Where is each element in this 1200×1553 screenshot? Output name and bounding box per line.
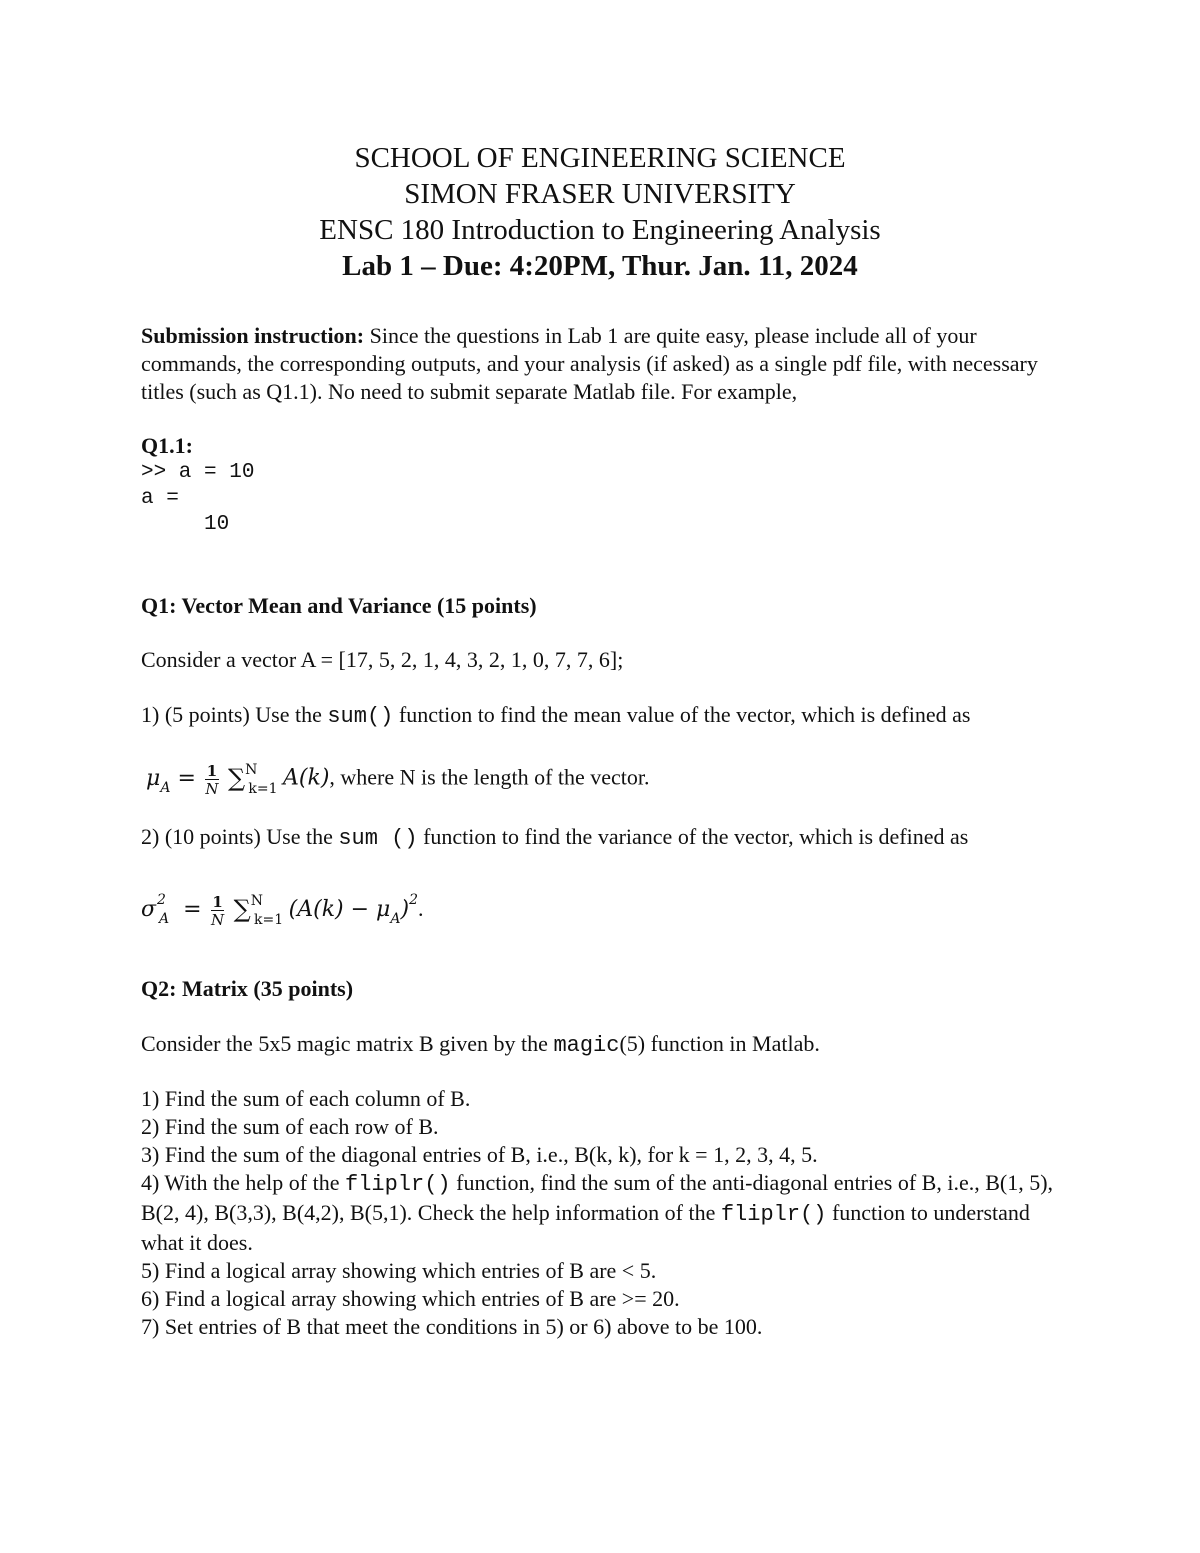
fliplr-function: fliplr() [345, 1172, 451, 1197]
submission-text: Since the questions in Lab 1 are quite easy, please include all of your commands, the corresponding outputs, and your analysis (if asked) as a single pdf file, with necessary titles (such as Q1.1). No need to submit separate Matlab file. For example, [141, 323, 1038, 404]
q1-part1: 1) (5 points) Use the sum() function to find the mean value of the vector, which is defined as [141, 702, 971, 729]
list-item: 7) Set entries of B that meet the conditions in 5) or 6) above to be 100. [141, 1314, 763, 1339]
q1-part2: 2) (10 points) Use the sum () function to find the variance of the vector, which is defined as [141, 824, 969, 851]
list-item: 1) Find the sum of each column of B. [141, 1086, 471, 1111]
q1-intro: Consider a vector A = [17, 5, 2, 1, 4, 3, 2, 1, 0, 7, 7, 6]; [141, 647, 624, 672]
course-title: ENSC 180 Introduction to Engineering Analysis [319, 214, 881, 246]
q2-title: Q2: Matrix (35 points) [141, 976, 354, 1001]
mean-formula: $\mu_A$ = $\frac{1}{N}$ ∑$^N_{k=1}$ A(k), where N is the length of the vector. [146, 756, 1076, 803]
fliplr-function-2: fliplr() [720, 1202, 827, 1227]
list-item: 6) Find a logical array showing which entries of B are >= 20. [141, 1286, 680, 1311]
fraction-one-over-n-2: $\frac{1}{N}$ [211, 892, 225, 929]
q2-intro: Consider the 5x5 magic matrix B given by the magic(5) function in Matlab. [141, 1031, 820, 1058]
mean-suffix: , where N is the length of the vector. [329, 764, 650, 790]
university-name: SIMON FRASER UNIVERSITY [404, 178, 796, 210]
lab-due-date: Lab 1 – Due: 4:20PM, Thur. Jan. 11, 2024 [342, 250, 858, 282]
example-code: >> a = 10 a = 10 [141, 461, 255, 536]
list-item: 4) With the help of the fliplr() function, find the sum of the anti-diagonal entries of B, i.e., B(1, 5), B(2, 4), B(3,3), B(4,2), B(5,1). Check the help information of the fliplr() function to understand what it does. [141, 1170, 1054, 1255]
list-item: 2) Find the sum of each row of B. [141, 1114, 439, 1139]
example-block [141, 432, 1071, 538]
list-item: 5) Find a logical array showing which entries of B are < 5. [141, 1258, 657, 1283]
variance-formula: $\sigma^2_A$ = $\frac{1}{N}$ ∑$^N_{k=1}$ $(A(k) - \mu_A)^2$. [141, 886, 1071, 934]
fraction-one-over-n: $\frac{1}{N}$ [205, 761, 219, 798]
example-title: Q1.1: [141, 433, 193, 458]
list-item: 3) Find the sum of the diagonal entries of B, i.e., B(k, k), for k = 1, 2, 3, 4, 5. [141, 1142, 818, 1167]
summation-2: ∑$^N_{k=1}$ [233, 893, 284, 929]
variance-equation: $\sigma^2_A$ = [141, 892, 202, 927]
magic-function: magic [553, 1033, 620, 1058]
document-header [0, 140, 1200, 284]
sum-function-2: sum () [338, 826, 418, 851]
submission-label: Submission instruction: [141, 323, 365, 348]
sum-function: sum() [327, 704, 394, 729]
school-name: SCHOOL OF ENGINEERING SCIENCE [354, 142, 846, 174]
q2-list [141, 1085, 1071, 1341]
submission-instruction [141, 322, 1071, 406]
q1-title: Q1: Vector Mean and Variance (15 points) [141, 593, 537, 618]
summation: ∑$^N_{k=1}$ [228, 762, 278, 797]
mean-equation: $\mu_A$ = [146, 765, 196, 796]
